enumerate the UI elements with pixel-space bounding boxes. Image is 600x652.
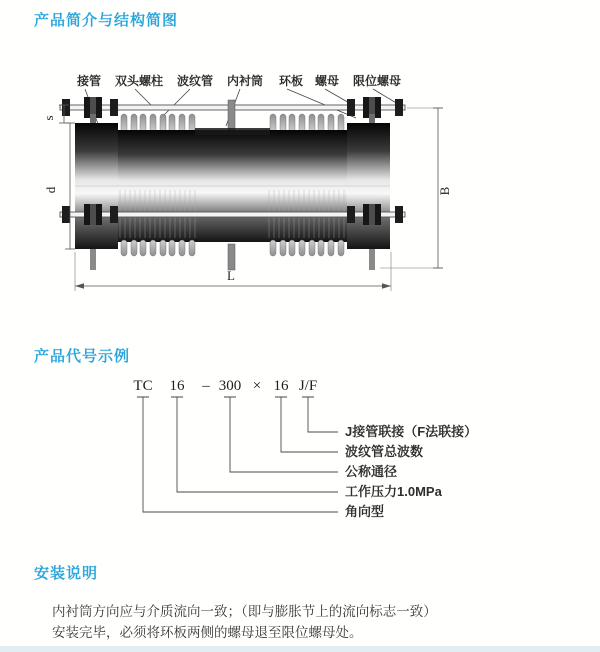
code-callouts bbox=[143, 397, 477, 519]
dim-label-d: d bbox=[43, 186, 58, 194]
bellows-right-bottom bbox=[270, 240, 344, 256]
label-huanban: 环板 bbox=[278, 74, 304, 88]
center-plate-top bbox=[228, 100, 235, 130]
center-plate-bottom bbox=[228, 244, 235, 270]
dimension-d bbox=[43, 123, 75, 249]
nut bbox=[110, 99, 118, 116]
dim-label-L: L bbox=[227, 268, 235, 283]
plate-stem bbox=[369, 249, 375, 270]
code-token-dash: – bbox=[202, 378, 210, 394]
part-labels bbox=[76, 73, 401, 88]
limit-nut bbox=[395, 99, 403, 116]
label-neichentong: 内衬筒 bbox=[226, 74, 264, 88]
section-title-install: 安装说明 bbox=[34, 565, 99, 582]
code-token-dn: 300 bbox=[218, 378, 242, 394]
label-xianweiluomu: 限位螺母 bbox=[352, 74, 402, 88]
limit-nut bbox=[62, 99, 70, 116]
section-title-code: 产品代号示例 bbox=[34, 348, 131, 365]
footer-strip bbox=[0, 646, 600, 652]
section-title-intro: 产品简介与结构简图 bbox=[34, 12, 179, 29]
product-code-figure bbox=[60, 372, 560, 532]
code-token-type: TC bbox=[133, 378, 153, 394]
plate-stem bbox=[90, 249, 96, 270]
code-tokens bbox=[133, 378, 317, 394]
install-note-line1: 内衬筒方向应与介质流向一致；（即与膨胀节上的流向标志一致） bbox=[52, 604, 437, 619]
label-bowenguan: 波纹管 bbox=[176, 74, 214, 88]
joint-body bbox=[75, 123, 390, 249]
callout-type: 角向型 bbox=[345, 504, 385, 519]
nut bbox=[347, 99, 355, 116]
callout-waves: 波纹管总波数 bbox=[345, 444, 424, 459]
dim-label-s: s bbox=[41, 115, 56, 121]
structure-diagram bbox=[40, 60, 460, 310]
callout-pressure: 工作压力1.0MPa bbox=[345, 484, 442, 499]
code-token-times: × bbox=[252, 378, 262, 394]
callout-dn: 公称通径 bbox=[345, 464, 398, 479]
label-jieguan: 接管 bbox=[76, 74, 102, 88]
code-token-waves: 16 bbox=[273, 378, 289, 394]
install-note-line2: 安装完毕，必须将环板两侧的螺母退至限位螺母处。 bbox=[52, 625, 363, 640]
code-token-pressure: 16 bbox=[169, 378, 185, 394]
callout-conn: J接管联接（F法联接） bbox=[345, 424, 478, 439]
label-luomu: 螺母 bbox=[314, 74, 340, 88]
bellows-left-bottom bbox=[121, 240, 195, 256]
code-token-conn: J/F bbox=[298, 378, 318, 394]
label-shuangtouluo: 双头螺柱 bbox=[114, 74, 164, 88]
bellows-right-top bbox=[270, 114, 344, 132]
dimension-B bbox=[380, 108, 452, 268]
bellows-left-top bbox=[121, 114, 195, 132]
dim-label-B: B bbox=[437, 186, 452, 196]
inner-sleeve-collar bbox=[195, 128, 270, 135]
